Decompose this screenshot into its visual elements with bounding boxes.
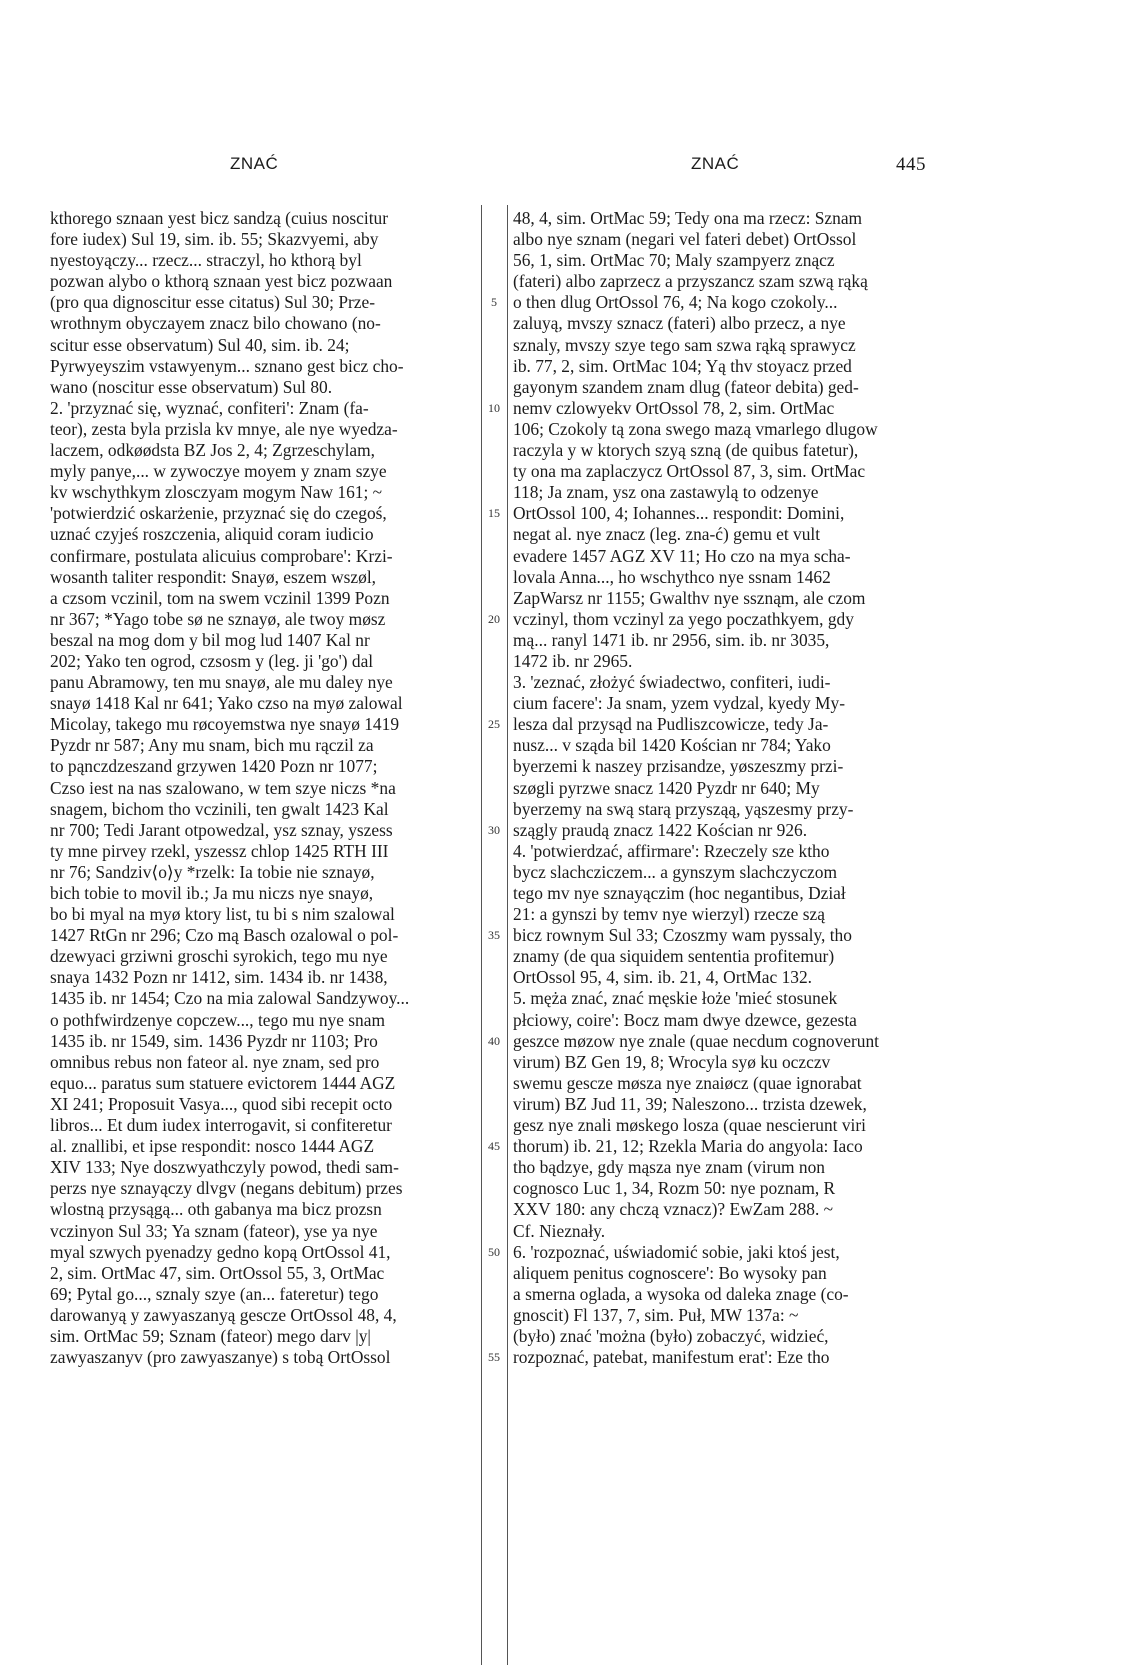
text-line: zawyaszanyv (pro zawyaszanye) s tobą OrtOssol [50,1347,391,1368]
text-line: XXV 180: any chczą vznacz)? EwZam 288. ~ [513,1199,834,1220]
text-line: bycz slachcziczem... a gynszym slachczyczom [513,861,837,882]
text-line: gesz nye znali møskego losza (quae nescierunt viri [513,1115,867,1136]
text-line: albo nye sznam (negari vel fateri debet) OrtOssol [513,229,857,250]
text-line: vczinyl, thom vczinyl za yego poczathkyem, gdy [513,608,854,629]
text-line: 48, 4, sim. OrtMac 59; Tedy ona ma rzecz: Sznam [513,208,863,228]
text-line: evadere 1457 AGZ XV 11; Ho czo na mya scha- [513,545,851,566]
text-line: o pothfwirdzenye copczew..., tego mu nye snam [50,1009,385,1030]
text-line: scitur esse observatum) Sul 40, sim. ib. 24; [50,334,350,355]
text-line: szøgli pyrzwe snacz 1420 Pyzdr nr 640; My [513,777,820,798]
text-line: teor), zesta byla przisla kv mnye, ale nye wyedza- [50,418,398,439]
text-line: al. znallibi, et ipse respondit: nosco 1444 AGZ [50,1136,375,1157]
text-line: 2. 'przyznać się, wyznać, confiteri': Znam (fa- [50,397,369,418]
text-line: Pyrwyeyszim vstawyenym... sznano gest bicz cho- [50,355,404,376]
text-line: equo... paratus sum statuere evictorem 1444 AGZ [50,1072,396,1093]
line-number: 30 [488,822,500,837]
text-line: płciowy, coire': Bocz mam dwye dzewce, gezesta [513,1009,857,1030]
text-line: Pyzdr nr 587; Any mu snam, bich mu rączil za [50,735,374,756]
text-line: kv wschythkym zlosczyam mogym Naw 161; ~ [50,482,383,503]
text-line: wlostną przysągą... oth gabanya ma bicz prozsn [50,1199,382,1220]
text-line: 1472 ib. nr 2965. [513,650,633,671]
text-line: nemv czlowyekv OrtOssol 78, 2, sim. OrtMac [513,397,835,418]
text-line: vczinyon Sul 33; Ya sznam (fateor), yse ya nye [50,1220,378,1241]
text-line: perzs nye sznayączy dlvgv (negans debitum) przes [50,1178,403,1199]
line-number: 20 [488,611,500,626]
text-line: 1435 ib. nr 1549, sim. 1436 Pyzdr nr 1103; Pro [50,1030,378,1051]
line-number: 10 [488,400,500,415]
text-line: szągly praudą znacz 1422 Kościan nr 926. [513,819,808,840]
line-number: 40 [488,1033,500,1048]
text-line: tego mv nye sznayączim (hoc negantibus, Dział [513,883,846,903]
text-line: 21: a gynszi by temv nye wierzyl) rzecze szą [513,904,825,925]
text-line: znamy (de qua siquidem sententia profitemur) [513,946,835,967]
text-line: byerzemy na swą starą przysząą, yąszesmy przy- [513,798,854,819]
text-line: 'potwierdzić oskarżenie, przyznać się do czegoś, [50,503,387,524]
text-line: 69; Pytal go..., sznaly szye (an... fateretur) tego [50,1283,379,1304]
text-line: myly panye,... w zywoczye moyem y znam szye [50,461,387,482]
text-line: fore iudex) Sul 19, sim. ib. 55; Skazvyemi, aby [50,229,379,250]
text-line: 6. 'rozpoznać, uświadomić sobie, jaki ktoś jest, [513,1241,840,1262]
text-line: snagem, bichom tho vczinili, ten gwalt 1423 Kal [50,798,389,819]
text-line: myal szwych pyenadzy gedno kopą OrtOssol 41, [50,1241,391,1262]
line-number: 15 [488,506,500,521]
text-line: cognosco Luc 1, 34, Rozm 50: nye poznam, R [513,1178,836,1199]
text-line: (było) znać 'można (było) zobaczyć, widzieć, [513,1325,829,1346]
text-line: (fateri) albo zaprzecz a przyszancz szam szwą rąką [513,271,868,292]
text-line: bich tobie to movil ib.; Ja mu niczs nye snayø, [50,883,374,903]
text-line: beszal na mog dom y bil mog lud 1407 Kal nr [50,629,370,650]
text-line: sim. OrtMac 59; Sznam (fateor) mego darv |y| [50,1325,371,1346]
text-line: XI 241; Proposuit Vasya..., quod sibi recepit octo [50,1093,393,1114]
line-number: 55 [488,1350,500,1365]
text-line: lovala Anna..., ho wschythco nye ssnam 1462 [513,566,831,587]
text-line: tho bądzye, gdy mąsza nye znam (virum non [513,1157,825,1178]
line-number: 50 [488,1244,500,1259]
text-line: pozwan alybo o kthorą sznaan yest bicz pozwaan [50,271,393,292]
line-number: 45 [488,1139,500,1154]
text-line: OrtOssol 95, 4, sim. ib. 21, 4, OrtMac 132. [513,967,813,988]
text-line: 3. 'zeznać, złożyć świadectwo, confiteri, iudi- [513,672,831,693]
text-line: 202; Yako ten ogrod, czsosm y (leg. ji 'go') dal [50,650,374,671]
text-line: wano (noscitur esse observatum) Sul 80. [50,376,333,397]
text-line: nr 76; Sandziv⟨o⟩y *rzelk: Ia tobie nie sznayø, [50,861,375,882]
column-rule-right [507,205,508,1665]
text-line: Cf. Nieznały. [513,1220,606,1241]
text-line: swemu gescze møsza nye znaiøcz (quae ignorabat [513,1072,862,1093]
text-line: (pro qua dignoscitur esse citatus) Sul 30; Prze- [50,292,376,313]
text-line: cium facere': Ja snam, yzem vydzal, kyedy My- [513,693,845,714]
line-number: 5 [491,295,497,310]
text-line: uznać czyjeś roszczenia, aliquid coram iudicio [50,524,374,545]
text-line: o then dlug OrtOssol 76, 4; Na kogo czokoly... [513,292,838,313]
text-line: panu Abramowy, ten mu snayø, ale mu daley nye [50,672,393,693]
column-rule-left [481,205,482,1665]
text-line: sznaly, mvszy szye tego sam szwa rąką sprawycz [513,334,856,355]
text-line: 1435 ib. nr 1454; Czo na mia zalowal Sandzywoy... [50,988,410,1009]
text-line: geszce møzow nye znale (quae necdum cognoverunt [513,1030,880,1051]
text-line: wrothnym obyczayem znacz bilo chowano (no- [50,313,381,334]
text-line: confirmare, postulata alicuius comprobare': Krzi- [50,545,393,566]
text-line: thorum) ib. 21, 12; Rzekla Maria do angyola: Iaco [513,1136,863,1157]
text-line: 2, sim. OrtMac 47, sim. OrtOssol 55, 3, OrtMac [50,1262,385,1283]
text-line: ty ona ma zaplaczycz OrtOssol 87, 3, sim. OrtMac [513,461,866,482]
text-line: gayonym szandem znam dlug (fateor debita) ged- [513,376,859,397]
text-line: gnoscit) Fl 137, 7, sim. Puł, MW 137a: ~ [513,1304,799,1325]
text-line: 1427 RtGn nr 296; Czo mą Basch ozalowal o pol- [50,925,399,946]
text-line: omnibus rebus non fateor al. nye znam, sed pro [50,1051,380,1072]
text-line: ty mne pirvey rzekl, yszessz chlop 1425 RTH III [50,840,389,861]
text-line: darowanyą y zawyaszanyą gescze OrtOssol 48, 4, [50,1304,397,1325]
text-line: XIV 133; Nye doszwyathczyly powod, thedi sam- [50,1157,399,1178]
text-line: laczem, odkøødsta BZ Jos 2, 4; Zgrzeschylam, [50,440,376,461]
text-line: lesza dal przysąd na Pudliszcowicze, tedy Ja- [513,714,829,735]
text-line: wosanth taliter respondit: Snayø, eszem wszøl, [50,566,377,587]
text-line: nr 700; Tedi Jarant otpowedzal, ysz sznay, yszess [50,819,393,840]
text-line: bicz rownym Sul 33; Czoszmy wam pyssaly, tho [513,925,852,946]
text-line: ZapWarsz nr 1155; Gwalthv nye ssznąm, ale czom [513,587,866,608]
text-line: Micolay, takego mu røcoyemstwa nye snayø 1419 [50,714,400,735]
text-line: zaluyą, mvszy sznacz (fateri) albo przecz, a nye [513,313,846,334]
text-line: nr 367; *Yago tobe sø ne sznayø, ale twoy møsz [50,608,386,629]
left-column [50,208,470,1368]
running-head-right: ZNAĆ [691,154,740,173]
text-line: 106; Czokoly tą zona swego mazą vmarlego dlugow [513,418,878,439]
text-line: bo bi myal na myø ktory list, tu bi s nim szalowal [50,904,395,925]
text-line: snaya 1432 Pozn nr 1412, sim. 1434 ib. nr 1438, [50,967,388,988]
text-line: dzewyaci grziwni groschi syrokich, tego mu nye [50,946,388,967]
line-number: 25 [488,717,500,732]
text-line: aliquem penitus cognoscere': Bo wysoky pan [513,1262,827,1283]
text-line: 118; Ja znam, ysz ona zastawylą to odzenye [513,482,819,503]
text-line: negat al. nye znacz (leg. zna-ć) gemu et vult [513,524,821,545]
text-line: rozpoznać, patebat, manifestum erat': Eze tho [513,1347,830,1368]
text-line: byerzemi k naszey przisandze, yøszeszmy przi- [513,756,844,777]
text-line: mą... ranyl 1471 ib. nr 2956, sim. ib. nr 3035, [513,629,830,650]
text-line: a czsom vczinil, tom na swem vczinil 1399 Pozn [50,587,390,608]
right-column [513,208,945,1368]
text-line: raczyla y w ktorych szyą szną (de quibus fatetur), [513,440,859,461]
text-line: nyestoyączy... rzecz... straczyl, ho kthorą byl [50,250,362,271]
text-line: 5. męża znać, znać męskie łoże 'mieć stosunek [513,988,838,1009]
running-head-left: ZNAĆ [230,154,279,173]
text-line: libros... Et dum iudex interrogavit, si confiteretur [50,1115,392,1136]
text-line: to pąnczdzeszand grzywen 1420 Pozn nr 1077; [50,756,378,777]
text-line: Czso iest na nas szalowano, w tem szye niczs *na [50,777,396,798]
text-line: virum) BZ Gen 19, 8; Wrocyla syø ku oczczv [513,1051,831,1072]
text-line: snayø 1418 Kal nr 641; Yako czso na myø zalowal [50,693,403,714]
text-line: ib. 77, 2, sim. OrtMac 104; Yą thv stoyacz przed [513,355,852,376]
text-line: 56, 1, sim. OrtMac 70; Maly szampyerz znącz [513,250,835,271]
text-line: a smerna oglada, a wysoka od daleka znage (co- [513,1283,849,1304]
line-number: 35 [488,928,500,943]
text-line: virum) BZ Jud 11, 39; Naleszono... trzista dzewek, [513,1093,867,1114]
text-line: nusz... v sząda bil 1420 Kościan nr 784; Yako [513,735,831,756]
text-line: OrtOssol 100, 4; Iohannes... respondit: Domini, [513,503,845,524]
text-line: kthorego sznaan yest bicz sandzą (cuius noscitur [50,208,389,228]
text-line: 4. 'potwierdzać, affirmare': Rzeczely sze ktho [513,840,830,861]
page-number: 445 [896,154,926,175]
